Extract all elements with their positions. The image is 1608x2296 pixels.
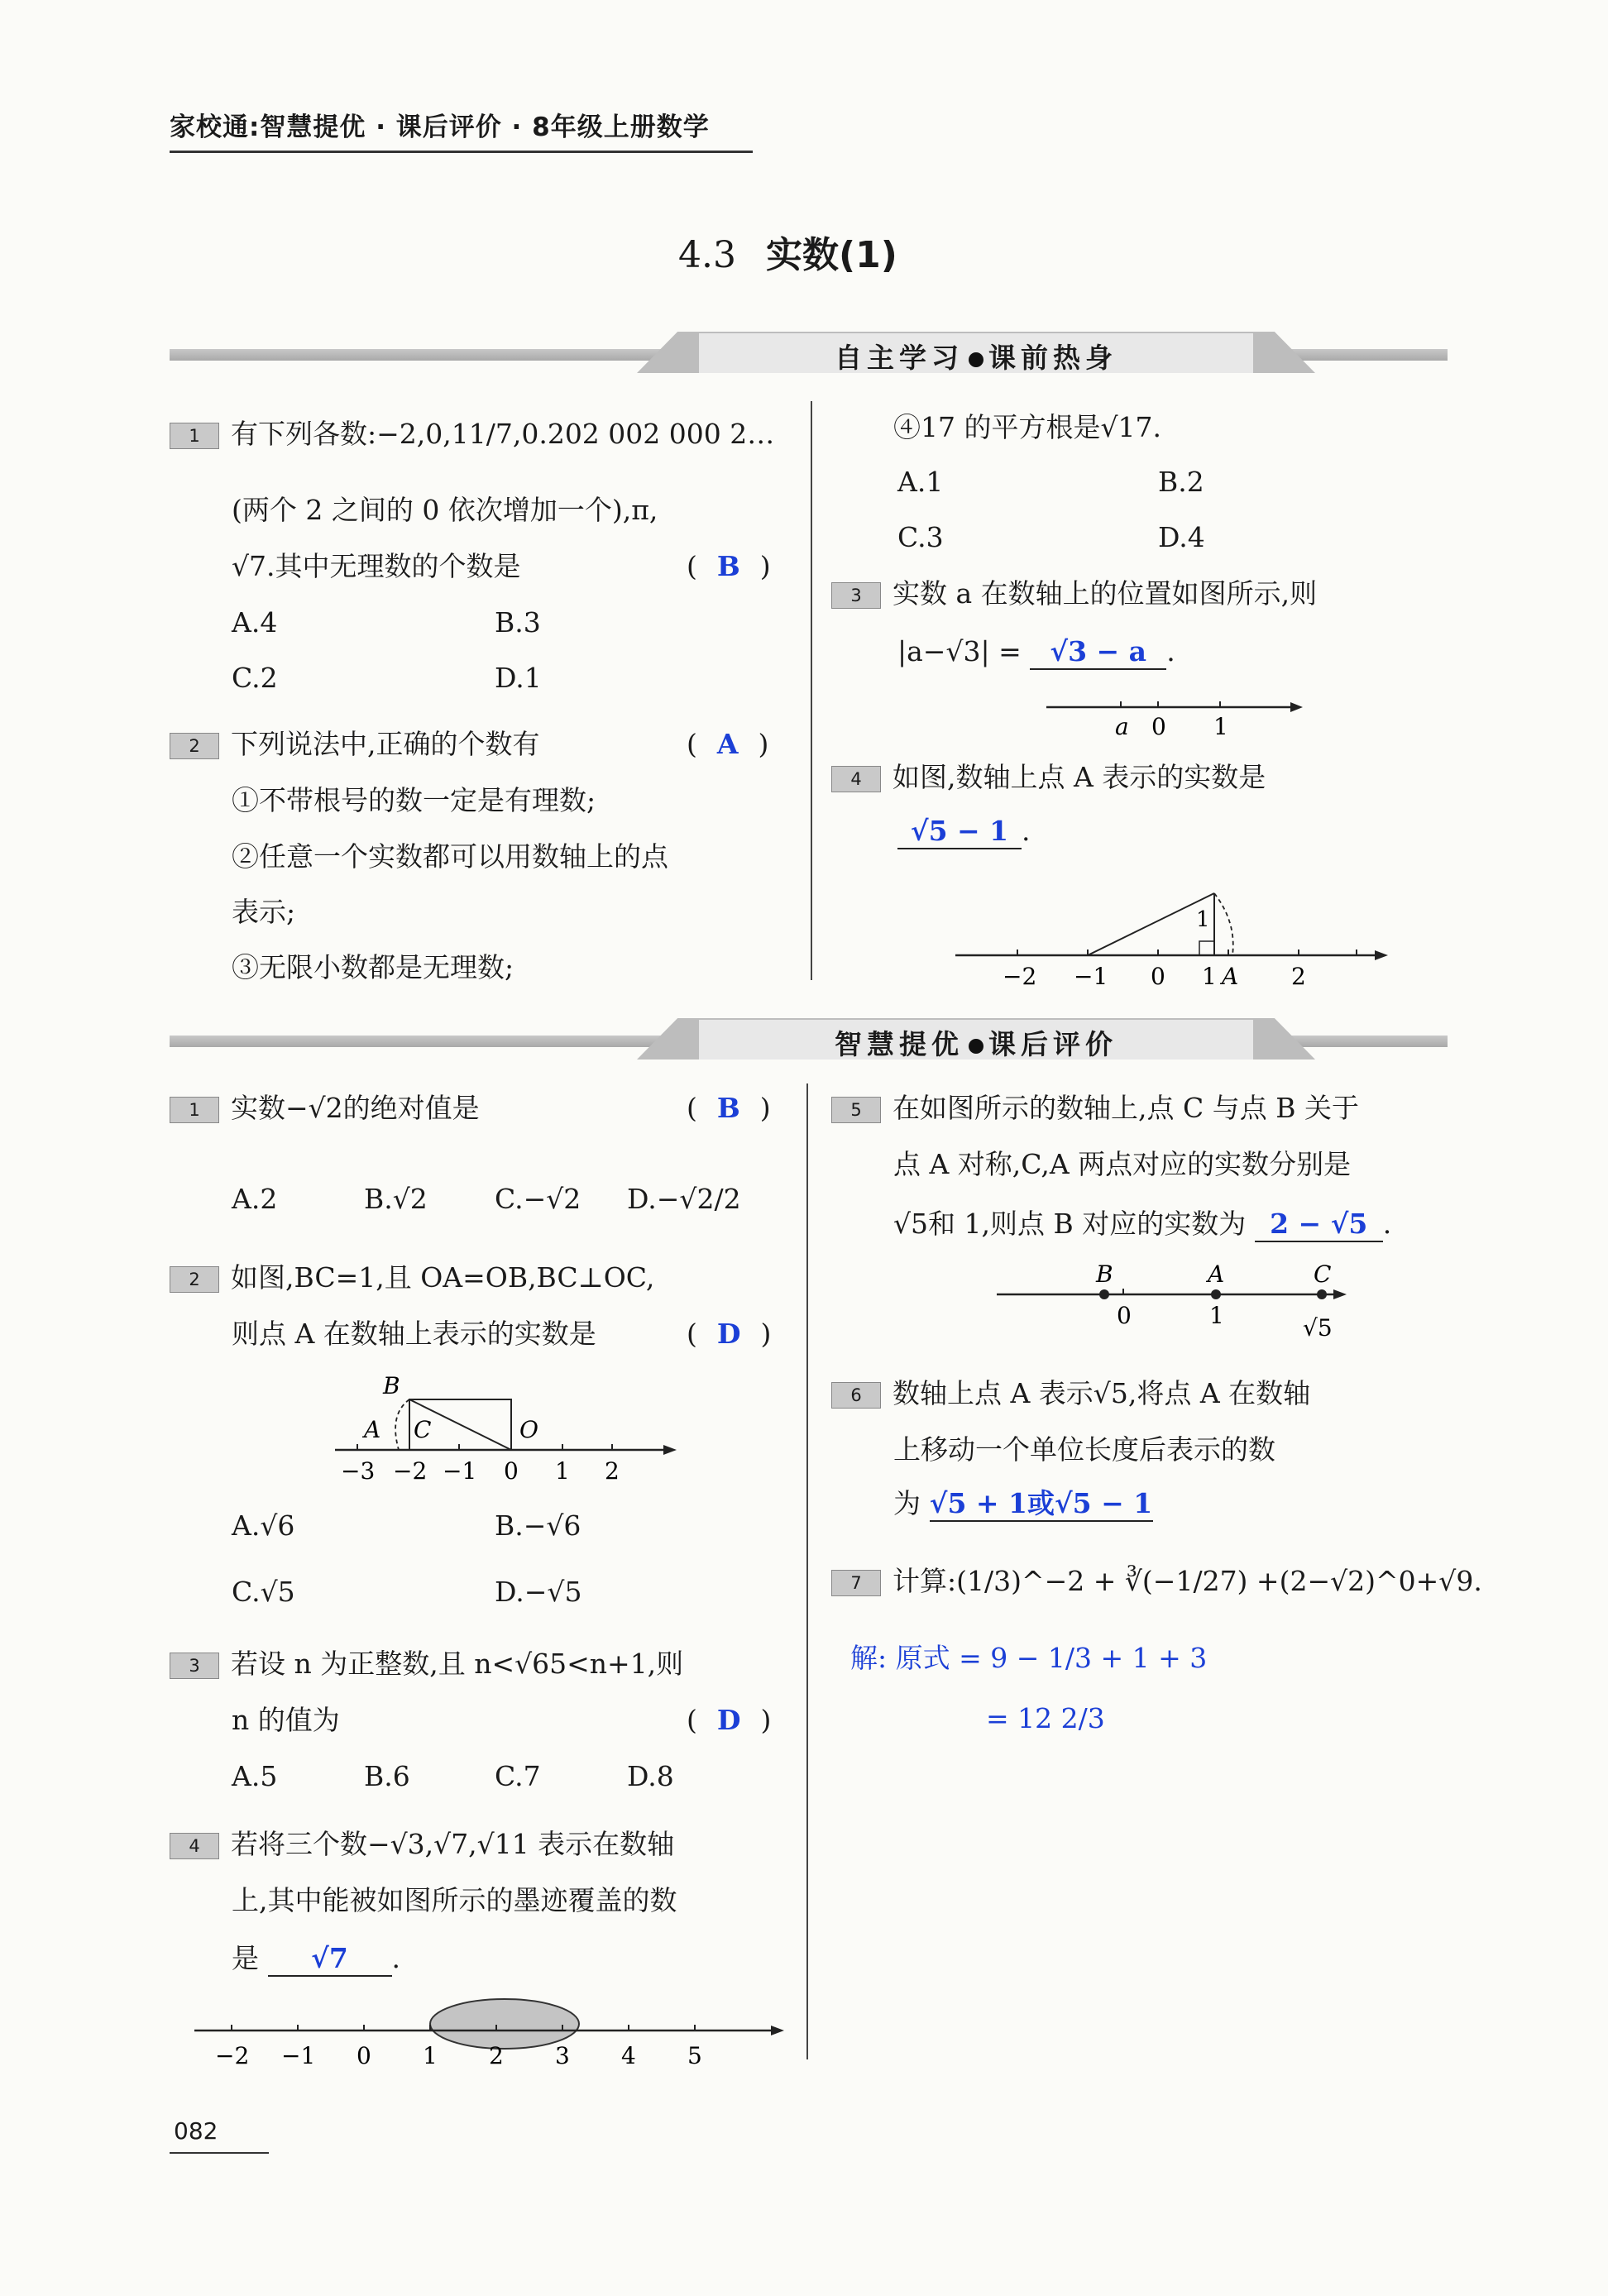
p2-q2-line2: 则点 A 在数轴上表示的实数是 [232,1318,596,1350]
p1-q2-s4: ④17 的平方根是√17. [893,411,1161,443]
p2-q5-line2: 点 A 对称,C,A 两点对应的实数分别是 [893,1148,1352,1180]
segment-label-1: 1 [1196,907,1210,932]
p1-q2-opt-c: C.3 [897,521,944,553]
p1-q1-opt-c: C.2 [232,662,278,694]
p2-q3-opt-b: B.6 [364,1760,410,1792]
p1-q2-s1: ①不带根号的数一定是有理数; [232,784,596,816]
p1-q2-s3: ③无限小数都是无理数; [232,951,514,983]
question-number-box: 1 [170,1097,219,1123]
p1-q4-line2: √5 − 1 . [897,815,1031,849]
axis-label: 2 [1291,963,1306,990]
p2-q1-opt-c: C.−√2 [495,1183,581,1215]
p2-q1-opt-d: D.−√2/2 [627,1183,741,1215]
axis-label: 0 [504,1457,519,1485]
p2-q2-opt-a: A.√6 [232,1509,295,1542]
axis-label: −1 [1074,963,1108,990]
p1-q1-answer-paren: ( B ) [687,550,771,582]
question-number-box: 5 [831,1097,881,1123]
p1-q2-answer-paren: ( A ) [687,728,769,760]
axis-label: 0 [1151,963,1165,990]
band-postclass-b: 课后评价 [988,1028,1117,1060]
p2-q5-number-line [993,1253,1357,1344]
axis-label: −2 [215,2042,250,2069]
p1-q3-answer: √3 − a [1030,635,1166,670]
question-number-box: 7 [831,1570,881,1596]
p2-q6-line3: 为 √5 + 1或√5 − 1 [893,1487,1153,1522]
column-divider-2 [806,1083,808,2059]
p2-q4-line2: 上,其中能被如图所示的墨迹覆盖的数 [232,1884,677,1916]
tick-label-1: 1 [1209,1302,1224,1329]
p1-q2-opt-a: A.1 [897,466,944,498]
p2-q5-line3: √5和 1,则点 B 对应的实数为 2 − √5 . [893,1208,1391,1242]
p2-q3-answer-paren: ( D ) [687,1704,772,1736]
axis-label: −3 [341,1457,376,1485]
label-B: B [1096,1260,1113,1288]
p2-q1-answer-paren: ( B ) [687,1092,771,1124]
tick-label-sqrt5: √5 [1303,1314,1333,1342]
p2-q6-line2: 上移动一个单位长度后表示的数 [893,1433,1275,1466]
p2-q1-opt-a: A.2 [232,1183,278,1215]
p1-q1-line3: √7.其中无理数的个数是 [232,550,521,582]
axis-label: 0 [357,2042,371,2069]
label-A: A [364,1416,381,1443]
p1-q4-answer: √5 − 1 [897,815,1022,849]
p1-q1-line1: 1 有下列各数:−2,0,11/7,0.202 002 000 2… [170,418,774,451]
label-A: A [1208,1260,1225,1288]
p2-q7-line1: 7 计算:(1/3)^−2 + ∛(−1/27) +(2−√2)^0+√9. [831,1565,1482,1598]
p2-q3-line2: n 的值为 [232,1704,340,1736]
p2-q2-line1: 2 如图,BC=1,且 OA=OB,BC⊥OC, [170,1261,654,1294]
axis-label: 3 [555,2042,570,2069]
p1-q3-line2: |a−√3| = √3 − a . [897,635,1175,670]
p1-q2-s2b: 表示; [232,896,296,928]
p1-q1-opt-a: A.4 [232,606,278,639]
axis-label: 4 [621,2042,636,2069]
page-number-rule [170,2152,269,2154]
p2-q7-solution-line2: = 12 2/3 [986,1702,1105,1734]
axis-label: 5 [687,2042,702,2069]
p2-q4-answer: √7 [268,1942,392,1977]
p2-q3-line1: 3 若设 n 为正整数,且 n<√65<n+1,则 [170,1648,683,1681]
question-number-box: 4 [170,1833,219,1859]
axis-label-1: 1 [1213,713,1228,740]
p2-q4-line1: 4 若将三个数−√3,√7,√11 表示在数轴 [170,1828,674,1861]
p1-q4-line1: 4 如图,数轴上点 A 表示的实数是 [831,761,1266,794]
axis-label-a: a [1115,713,1129,740]
p2-q3-opt-c: C.7 [495,1760,541,1792]
page-number: 082 [174,2117,218,2145]
question-number-box: 2 [170,733,219,759]
p2-q3-opt-d: D.8 [627,1760,674,1792]
axis-label: −1 [281,2042,316,2069]
question-number-box: 3 [170,1653,219,1679]
axis-label: 1 [555,1457,570,1485]
axis-label: −1 [443,1457,477,1485]
axis-label: 1 [1202,963,1217,990]
tick-label-0: 0 [1117,1302,1132,1329]
p2-q5-answer: 2 − √5 [1255,1208,1383,1242]
band-preclass-a: 自主学习 [835,342,964,374]
p2-q4-number-line [190,1997,786,2080]
p2-q5-line1: 5 在如图所示的数轴上,点 C 与点 B 关于 [831,1092,1359,1125]
p1-q1-opt-d: D.1 [495,662,542,694]
p1-q2-line1: 2 下列说法中,正确的个数有 [170,728,540,761]
label-C: C [1314,1260,1332,1288]
axis-label-0: 0 [1151,713,1166,740]
p2-q2-figure [331,1365,687,1489]
p1-q2-opt-b: B.2 [1158,466,1204,498]
question-number-box: 4 [831,766,881,792]
p2-q7-solution-line1: 解: 原式 = 9 − 1/3 + 1 + 3 [850,1642,1208,1674]
label-B: B [383,1372,400,1399]
p1-q2-s2a: ②任意一个实数都可以用数轴上的点 [232,840,668,873]
question-number-box: 6 [831,1382,881,1409]
section-name: 实数(1) [765,234,897,276]
axis-label: 2 [489,2042,504,2069]
p1-q1-opt-b: B.3 [495,606,541,639]
question-number-box: 2 [170,1266,219,1293]
band-preclass-b: 课前热身 [988,342,1117,374]
p2-q1-opt-b: B.√2 [364,1183,428,1215]
band-postclass-a: 智慧提优 [835,1028,964,1060]
section-title [678,225,897,278]
p1-q3-number-line [1042,686,1307,744]
p1-q4-number-line [951,877,1398,1001]
header-rule [170,151,753,153]
band-preclass [170,342,1448,374]
axis-label: −2 [393,1457,428,1485]
question-number-box: 1 [170,423,219,449]
p2-q2-opt-d: D.−√5 [495,1576,582,1608]
p2-q3-opt-a: A.5 [232,1760,278,1792]
p1-q2-opt-d: D.4 [1158,521,1205,553]
column-divider-1 [811,401,812,980]
p2-q2-opt-b: B.−√6 [495,1509,581,1542]
axis-label: −2 [1003,963,1037,990]
axis-label: 1 [423,2042,438,2069]
band-postclass [170,1028,1448,1060]
label-O: O [519,1416,538,1443]
p2-q4-line3: 是 √7 . [232,1942,400,1977]
question-number-box: 3 [831,582,881,609]
p1-q3-line1: 3 实数 a 在数轴上的位置如图所示,则 [831,577,1317,610]
p2-q2-answer-paren: ( D ) [687,1318,772,1350]
axis-label: 2 [605,1457,620,1485]
axis-label-A: A [1222,963,1239,990]
p2-q6-answer: √5 + 1或√5 − 1 [930,1487,1153,1522]
p2-q6-line1: 6 数轴上点 A 表示√5,将点 A 在数轴 [831,1377,1310,1410]
p2-q1-line1: 1 实数−√2的绝对值是 [170,1092,480,1125]
running-header: 家校通:智慧提优 · 课后评价 · 8年级上册数学 [170,112,710,142]
p1-q1-line2: (两个 2 之间的 0 依次增加一个),π, [232,494,658,526]
p2-q2-opt-c: C.√5 [232,1576,295,1608]
section-number: 4.3 [678,234,736,276]
label-C: C [414,1416,432,1443]
